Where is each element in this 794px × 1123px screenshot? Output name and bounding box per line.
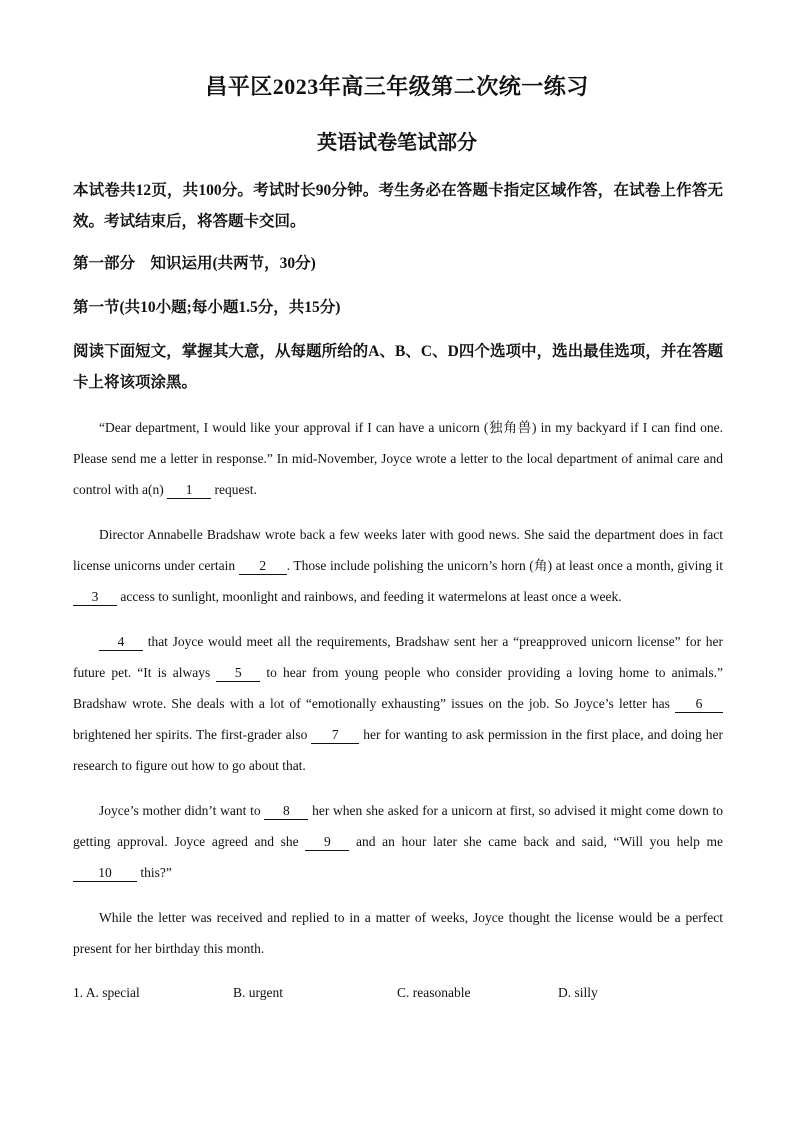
- exam-instructions: 本试卷共12页，共100分。考试时长90分钟。考生务必在答题卡指定区域作答，在试卷上作答无效。考试结束后，将答题卡交回。: [73, 182, 723, 230]
- passage-paragraph-4: [73, 795, 723, 888]
- blank-7: 7: [311, 727, 359, 744]
- option-a: 1. A. special: [73, 985, 140, 1000]
- passage-text: to hear from young people who consider providing a loving home to animals.” Bradshaw wrote. She deals with a lot of “emotionally exhausting” issues on the job. So Joyce’s letter has: [73, 665, 724, 711]
- passage-paragraph-2: [73, 519, 723, 612]
- passage-text: this?”: [137, 865, 172, 880]
- passage-text: her when she asked for a unicorn at first, so advised it might come down to getting approval. Joyce agreed and she: [73, 803, 723, 849]
- passage-paragraph-3: [73, 626, 723, 781]
- passage-text: brightened her spirits. The first-grader also: [73, 727, 312, 742]
- passage-text: While the letter was received and replied to in a matter of weeks, Joyce thought the license would be a perfect present for her birthday this month.: [73, 910, 723, 956]
- exam-title: 昌平区2023年高三年级第二次统一练习: [205, 74, 589, 99]
- blank-3: 3: [73, 589, 117, 606]
- blank-4: 4: [99, 634, 143, 651]
- blank-9: 9: [305, 834, 349, 851]
- part-heading: 第一部分 知识运用(共两节，30分): [73, 255, 316, 272]
- passage-paragraph-5: [73, 902, 723, 964]
- passage-text: Joyce’s mother didn’t want to: [99, 803, 265, 818]
- passage-text: “Dear department, I would like your approval if I can have a unicorn (独角兽) in my backyard if I can find one. Please send me a letter in response.” In mid-November, Joyce wrote a letter to the local department of animal care and control with a(n): [73, 420, 723, 497]
- blank-5: 5: [216, 665, 260, 682]
- exam-subtitle: 英语试卷笔试部分: [317, 132, 477, 154]
- passage-text: . Those include polishing the unicorn’s horn (角) at least once a month, giving it: [286, 558, 723, 573]
- section-directions: 阅读下面短文，掌握其大意，从每题所给的A、B、C、D四个选项中，选出最佳选项，并在答题卡上将该项涂黑。: [73, 343, 723, 391]
- passage-text: access to sunlight, moonlight and rainbows, and feeding it watermelons at least once a week.: [117, 589, 622, 604]
- passage-paragraph-1: [73, 412, 723, 505]
- option-b: B. urgent: [233, 985, 283, 1000]
- blank-1: 1: [167, 482, 211, 499]
- option-d: D. silly: [558, 985, 598, 1000]
- blank-2: 2: [239, 558, 287, 575]
- passage-text: Director Annabelle Bradshaw wrote back a few weeks later with good news. She said the department does in fact license unicorns under certain: [73, 527, 723, 573]
- passage-text: her for wanting to ask permission in the first place, and doing her research to figure out how to go about that.: [73, 727, 723, 773]
- section-heading: 第一节(共10小题;每小题1.5分，共15分): [73, 299, 341, 316]
- passage-text: and an hour later she came back and said, “Will you help me: [349, 834, 724, 849]
- blank-10: 10: [73, 865, 137, 882]
- option-c: C. reasonable: [397, 985, 471, 1000]
- blank-6: 6: [675, 696, 723, 713]
- blank-8: 8: [264, 803, 308, 820]
- passage-text: that Joyce would meet all the requirements, Bradshaw sent her a “preapproved unicorn license” for her future pet. “It is always: [73, 634, 723, 680]
- question-1-options: [73, 985, 723, 1005]
- passage-text: request.: [211, 482, 257, 497]
